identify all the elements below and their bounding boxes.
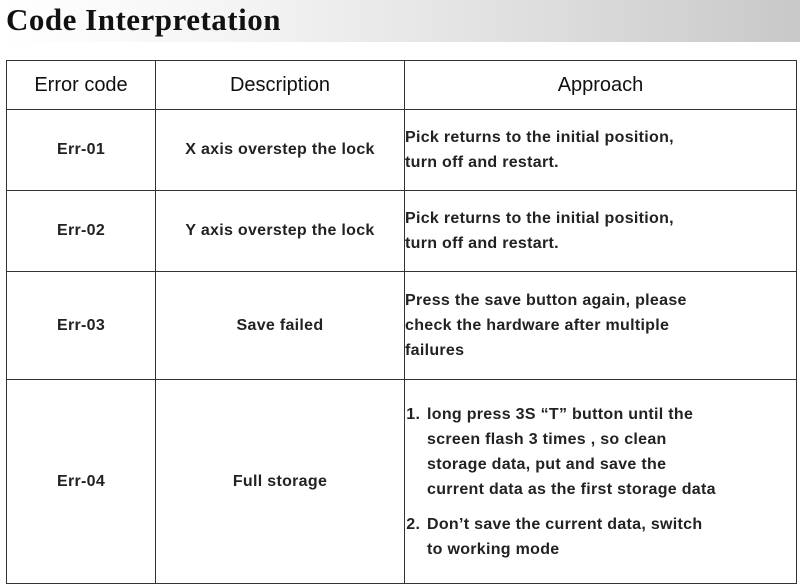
title-bar [0, 0, 800, 42]
approach-line: current data as the first storage data [427, 480, 716, 498]
approach-line: to working mode [427, 540, 560, 558]
approach-line: turn off and restart. [405, 154, 559, 171]
approach-cell [405, 380, 797, 584]
approach-line: Press the save button again, please [405, 292, 687, 309]
page-title: Code Interpretation [6, 2, 281, 37]
table-row [7, 272, 797, 380]
approach-step [425, 402, 796, 502]
error-code-cell: Err-04 [7, 380, 156, 584]
approach-step [425, 512, 796, 562]
approach-line: check the hardware after multiple [405, 317, 670, 334]
description-cell: Save failed [156, 272, 405, 380]
approach-steps [405, 402, 796, 562]
error-code-cell: Err-03 [7, 272, 156, 380]
approach-line: screen flash 3 times , so clean [427, 430, 667, 448]
approach-cell [405, 110, 797, 191]
approach-line: Pick returns to the initial position, [405, 129, 674, 146]
table-row [7, 110, 797, 191]
approach-line: Pick returns to the initial position, [405, 210, 674, 227]
approach-line: 2. Don’t save the current data, switch [427, 515, 703, 533]
approach-cell [405, 191, 797, 272]
description-cell: Full storage [156, 380, 405, 584]
description-cell: X axis overstep the lock [156, 110, 405, 191]
error-code-table [6, 60, 797, 584]
table-row [7, 380, 797, 584]
approach-cell [405, 272, 797, 380]
header-description: Description [156, 61, 405, 110]
header-approach: Approach [405, 61, 797, 110]
error-code-cell: Err-01 [7, 110, 156, 191]
approach-line: 1. long press 3S “T” button until the [427, 405, 694, 423]
approach-line: storage data, put and save the [427, 455, 667, 473]
header-error-code: Error code [7, 61, 156, 110]
table-row [7, 191, 797, 272]
approach-line: turn off and restart. [405, 235, 559, 252]
approach-line: failures [405, 342, 465, 359]
description-cell: Y axis overstep the lock [156, 191, 405, 272]
error-code-cell: Err-02 [7, 191, 156, 272]
table-header-row [7, 61, 797, 110]
